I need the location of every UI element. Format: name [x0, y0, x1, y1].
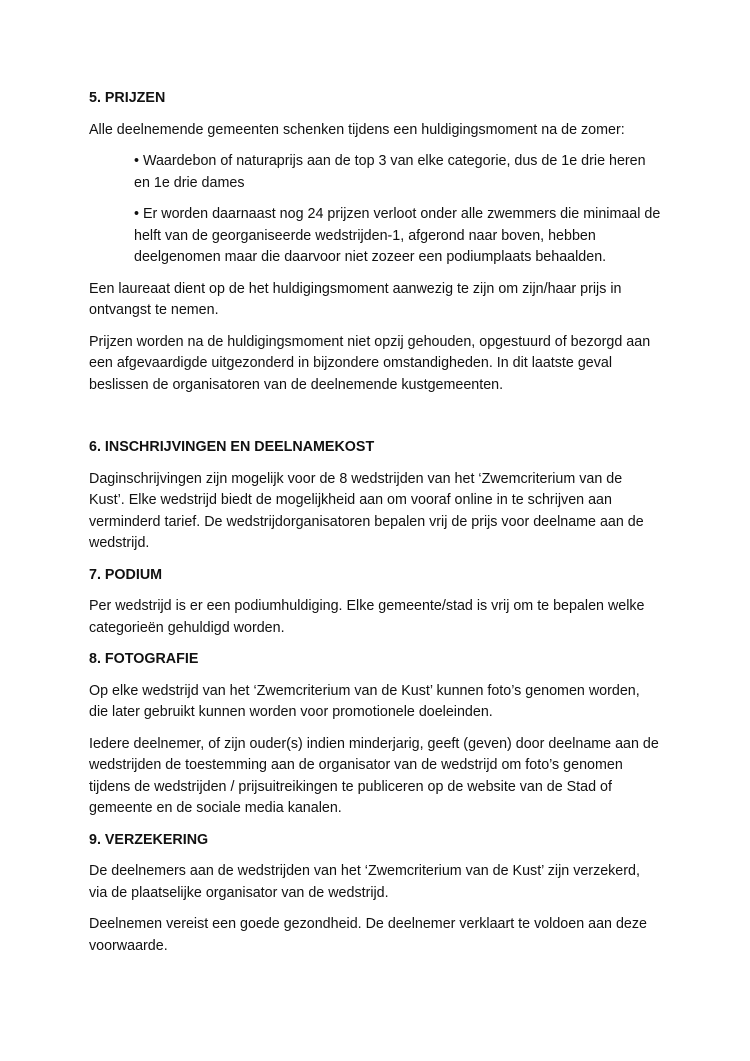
section-fotografie	[89, 649, 661, 820]
section-heading: 6. INSCHRIJVINGEN EN DEELNAMEKOST	[89, 439, 375, 455]
section-heading: 5. PRIJZEN	[89, 90, 166, 106]
section-heading: 8. FOTOGRAFIE	[89, 651, 199, 667]
section-prijzen	[89, 88, 661, 396]
paragraph: Prijzen worden na de huldigingsmoment niet opzij gehouden, opgestuurd of bezorgd aan een afgevaardigde uitgezonderd in bijzondere omstandigheden. In dit laatste geval beslissen de organisatoren van de deelnemende kustgemeenten.	[89, 333, 651, 393]
paragraph: Alle deelnemende gemeenten schenken tijdens een huldigingsmoment na de zomer:	[89, 121, 625, 138]
paragraph: Daginschrijvingen zijn mogelijk voor de 8 wedstrijden van het ‘Zwemcriterium van de Kust’. Elke wedstrijd biedt de mogelijkheid aan om vooraf online in te schrijven aan verminderd tarief. De wedstrijdorganisatoren bepalen vrij de prijs voor deelname aan de wedstrijd.	[89, 470, 644, 551]
bullet-list	[89, 151, 661, 269]
paragraph: De deelnemers aan de wedstrijden van het ‘Zwemcriterium van de Kust’ zijn verzekerd, via de plaatselijke organisator van de wedstrijd.	[89, 863, 640, 901]
section-inschrijvingen	[89, 437, 661, 555]
bullet-item: • Waardebon of naturaprijs aan de top 3 van elke categorie, dus de 1e drie heren en 1e drie dames	[134, 153, 646, 191]
paragraph: Een laureaat dient op de het huldigingsmoment aanwezig te zijn om zijn/haar prijs in ontvangst te nemen.	[89, 280, 622, 318]
section-heading: 7. PODIUM	[89, 566, 163, 583]
paragraph: Op elke wedstrijd van het ‘Zwemcriterium van de Kust’ kunnen foto’s genomen worden, die later gebruikt kunnen worden voor promotionele doeleinden.	[89, 682, 640, 720]
section-verzekering	[89, 830, 661, 958]
document-body	[89, 88, 661, 957]
paragraph: Per wedstrijd is er een podiumhuldiging. Elke gemeente/stad is vrij om te bepalen welke categorieën gehuldigd worden.	[89, 598, 645, 636]
bullet-item: • Er worden daarnaast nog 24 prijzen verloot onder alle zwemmers die minimaal de helft van de georganiseerde wedstrijden-1, afgerond naar boven, hebben deelgenomen maar die daarvoor niet zozeer een podiumplaats behaalden.	[134, 206, 661, 265]
paragraph: Iedere deelnemer, of zijn ouder(s) indien minderjarig, geeft (geven) door deelname aan de wedstrijden de toestemming aan de organisator van de wedstrijd om foto’s genomen tijdens de wedstrijden / prijsuitreikingen te publiceren op de website van de Stad of gemeente en de sociale media kanalen.	[89, 735, 659, 816]
paragraph: Deelnemen vereist een goede gezondheid. De deelnemer verklaart te voldoen aan deze voorwaarde.	[89, 916, 647, 954]
section-heading: 9. VERZEKERING	[89, 831, 209, 848]
section-podium	[89, 565, 661, 640]
